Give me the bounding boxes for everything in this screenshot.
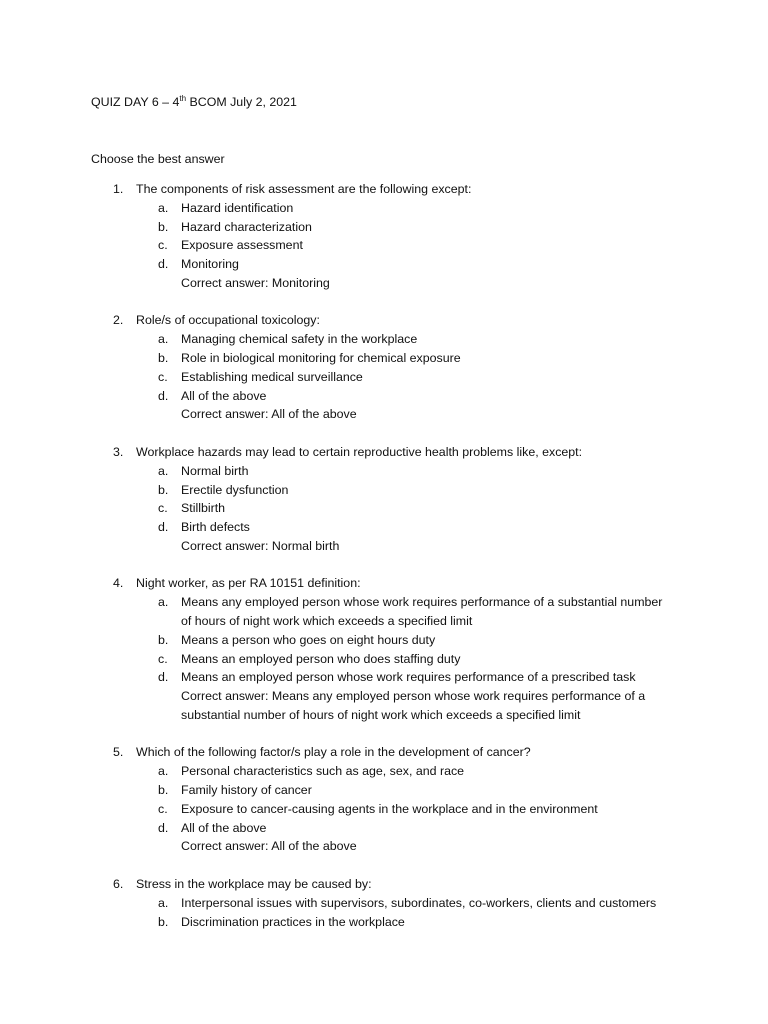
- question-item: [0, 180, 768, 293]
- option-line: [0, 894, 768, 913]
- option-text: Monitoring: [181, 257, 239, 272]
- option-letter: b.: [158, 351, 169, 366]
- option-letter: c.: [158, 369, 168, 384]
- correct-answer-text: Correct answer: All of the above: [181, 839, 357, 854]
- option-text: Establishing medical surveillance: [181, 369, 363, 384]
- instructions: Choose the best answer: [91, 152, 225, 166]
- option-letter: b.: [158, 632, 169, 647]
- option-text: Family history of cancer: [181, 783, 312, 798]
- option-letter: c.: [158, 238, 168, 253]
- option-letter: a.: [158, 595, 169, 610]
- option-letter: c.: [158, 651, 168, 666]
- option-line: [0, 800, 768, 819]
- option-text: Normal birth: [181, 463, 249, 478]
- option-line: [0, 913, 768, 932]
- option-letter: d.: [158, 670, 169, 685]
- correct-answer-text: Correct answer: Means any employed person whose work requires performance of a: [181, 689, 646, 704]
- option-letter: d.: [158, 820, 169, 835]
- correct-answer-text: Correct answer: Monitoring: [181, 275, 330, 290]
- option-line: [0, 481, 768, 500]
- option-line: [0, 819, 768, 838]
- correct-answer-text: Correct answer: Normal birth: [181, 538, 340, 553]
- question-number: 5.: [113, 745, 124, 760]
- question-number: 4.: [113, 576, 124, 591]
- option-line: [0, 612, 768, 631]
- option-letter: d.: [158, 257, 169, 272]
- question-text: Role/s of occupational toxicology:: [136, 313, 320, 328]
- correct-answer-text: substantial number of hours of night work which exceeds a specified limit: [181, 707, 581, 722]
- option-letter: a.: [158, 463, 169, 478]
- option-text: Discrimination practices in the workplace: [181, 914, 405, 929]
- question-item: [0, 443, 768, 556]
- question-text: Which of the following factor/s play a role in the development of cancer?: [136, 745, 531, 760]
- title-suffix: BCOM July 2, 2021: [186, 95, 297, 109]
- question-item: [0, 743, 768, 856]
- option-line: [0, 668, 768, 687]
- option-line: [0, 218, 768, 237]
- option-text: Birth defects: [181, 520, 250, 535]
- option-text: of hours of night work which exceeds a specified limit: [181, 614, 473, 628]
- option-line: [0, 255, 768, 274]
- option-letter: c.: [158, 501, 168, 516]
- option-text: Hazard identification: [181, 200, 294, 215]
- option-line: [0, 349, 768, 368]
- option-text: Means an employed person who does staffing duty: [181, 651, 461, 666]
- option-text: Interpersonal issues with supervisors, subordinates, co-workers, clients and customers: [181, 895, 657, 910]
- option-letter: c.: [158, 801, 168, 816]
- question-number: 3.: [113, 444, 124, 459]
- option-letter: a.: [158, 332, 169, 347]
- option-line: [0, 593, 768, 612]
- question-line: [0, 180, 768, 199]
- title-superscript: th: [179, 93, 187, 103]
- option-line: [0, 330, 768, 349]
- question-item: [0, 311, 768, 424]
- option-letter: d.: [158, 520, 169, 535]
- correct-answer-text: Correct answer: All of the above: [181, 407, 357, 422]
- correct-answer-line: [0, 537, 768, 556]
- question-item: [0, 574, 768, 724]
- document-title: [91, 95, 297, 109]
- option-text: Exposure to cancer-causing agents in the workplace and in the environment: [181, 801, 598, 816]
- option-line: [0, 387, 768, 406]
- question-line: [0, 875, 768, 894]
- option-text: Role in biological monitoring for chemical exposure: [181, 351, 461, 366]
- option-text: Stillbirth: [181, 501, 226, 516]
- correct-answer-line: [0, 687, 768, 706]
- option-text: Means a person who goes on eight hours duty: [181, 632, 436, 647]
- option-letter: d.: [158, 388, 169, 403]
- option-line: [0, 650, 768, 669]
- question-number: 1.: [113, 182, 124, 196]
- option-line: [0, 236, 768, 255]
- question-text: The components of risk assessment are the following except:: [136, 182, 472, 196]
- question-text: Workplace hazards may lead to certain reproductive health problems like, except:: [136, 444, 583, 459]
- correct-answer-line: [0, 405, 768, 424]
- option-text: Erectile dysfunction: [181, 482, 289, 497]
- option-text: Personal characteristics such as age, sex, and race: [181, 764, 465, 779]
- correct-answer-line: [0, 837, 768, 856]
- question-line: [0, 443, 768, 462]
- question-item: [0, 875, 768, 931]
- option-line: [0, 462, 768, 481]
- option-text: All of the above: [181, 388, 267, 403]
- option-line: [0, 518, 768, 537]
- option-text: Means an employed person whose work requires performance of a prescribed task: [181, 670, 636, 685]
- question-line: [0, 743, 768, 762]
- question-line: [0, 311, 768, 330]
- option-letter: b.: [158, 482, 169, 497]
- option-letter: a.: [158, 764, 169, 779]
- option-letter: a.: [158, 200, 169, 215]
- option-line: [0, 199, 768, 218]
- question-number: 6.: [113, 876, 124, 891]
- correct-answer-line: [0, 706, 768, 725]
- option-text: Means any employed person whose work requires performance of a substantial number: [181, 595, 663, 610]
- option-letter: a.: [158, 895, 169, 910]
- question-list: [0, 180, 768, 950]
- question-text: Night worker, as per RA 10151 definition:: [136, 576, 361, 591]
- question-number: 2.: [113, 313, 124, 328]
- option-line: [0, 368, 768, 387]
- option-text: Managing chemical safety in the workplace: [181, 332, 418, 347]
- option-line: [0, 762, 768, 781]
- correct-answer-line: [0, 274, 768, 293]
- option-text: Exposure assessment: [181, 238, 303, 253]
- option-letter: b.: [158, 219, 169, 234]
- question-line: [0, 574, 768, 593]
- option-line: [0, 631, 768, 650]
- question-text: Stress in the workplace may be caused by:: [136, 876, 372, 891]
- title-prefix: QUIZ DAY 6 – 4: [91, 95, 180, 109]
- option-text: Hazard characterization: [181, 219, 312, 234]
- option-line: [0, 499, 768, 518]
- option-line: [0, 781, 768, 800]
- option-letter: b.: [158, 783, 169, 798]
- option-letter: b.: [158, 914, 169, 929]
- option-text: All of the above: [181, 820, 267, 835]
